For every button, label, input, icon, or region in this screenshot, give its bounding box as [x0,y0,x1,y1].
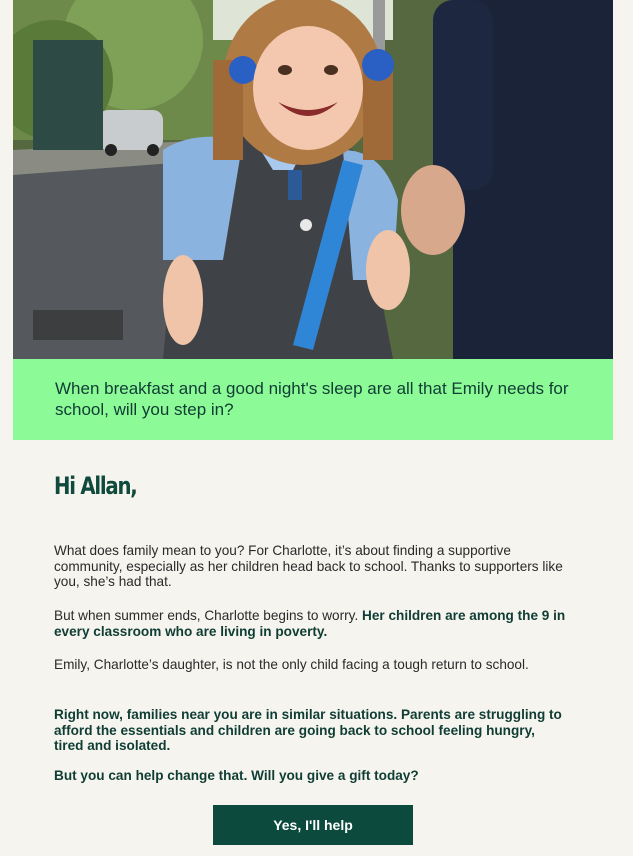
hero-caption-banner [13,359,613,440]
hero-image [13,0,613,359]
donate-cta-button[interactable]: Yes, I'll help [213,805,413,845]
body-paragraph-3: Emily, Charlotte’s daughter, is not the only child facing a tough return to school. [54,657,529,672]
body-paragraph-2-plain: But when summer ends, Charlotte begins to worry. [54,608,363,623]
hero-caption-text: When breakfast and a good night's sleep are all that Emily needs for school, will you step in? [55,379,569,419]
body-paragraph-2-bold: Her children are among the 9 in every classroom who are living in poverty. [54,608,566,639]
body-paragraph-1: What does family mean to you? For Charlotte, it’s about finding a supportive community, especially as her children head back to school. Thanks to supporters like you, she’s had that. [54,543,563,589]
greeting-heading: Hi Allan, [54,472,137,500]
body-paragraph-2 [54,608,566,639]
body-paragraph-5: But you can help change that. Will you give a gift today? [54,768,419,783]
hero-photo-illustration [13,0,613,359]
body-paragraph-4: Right now, families near you are in similar situations. Parents are struggling to afford the essentials and children are going back to school feeling hungry, tired and isolated. [54,707,562,753]
